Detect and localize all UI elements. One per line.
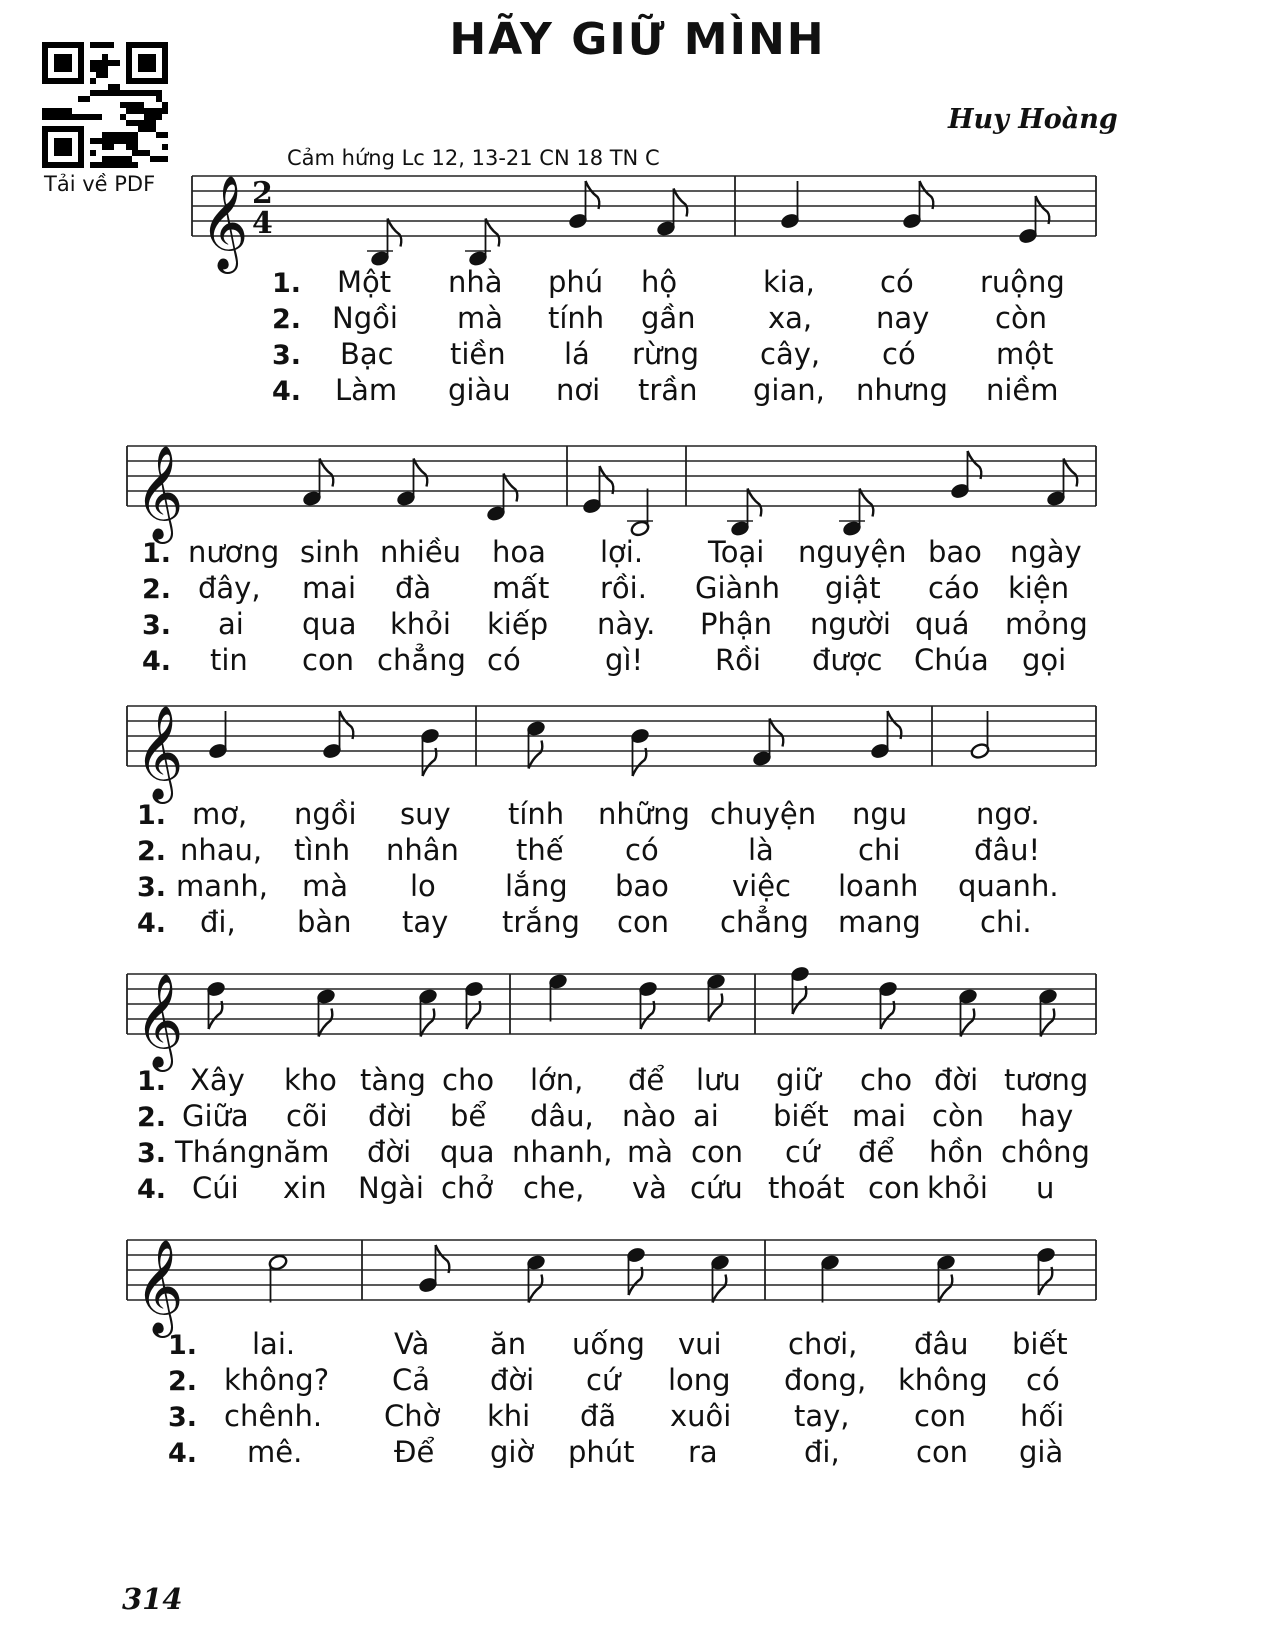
lyric-word: nhà — [448, 265, 503, 299]
lyric-word: nhiều — [380, 535, 462, 569]
lyric-word: Giữa — [182, 1099, 249, 1133]
lyric-word: chi — [858, 833, 901, 867]
lyric-word: Giành — [695, 571, 781, 605]
lyric-word: nay — [876, 301, 930, 335]
lyric-word: Cả — [392, 1363, 431, 1397]
lyric-word: nương — [188, 535, 280, 569]
treble-clef-icon: 𝄞 — [135, 705, 184, 800]
lyric-word: có — [1026, 1363, 1060, 1397]
lyric-word: Và — [394, 1327, 430, 1361]
lyric-word: lá — [564, 337, 590, 371]
lyric-word: Cúi — [192, 1171, 239, 1205]
qr-code-icon[interactable] — [42, 42, 168, 168]
lyric-word: Tháng — [175, 1135, 266, 1169]
lyric-word: mà — [302, 869, 349, 903]
lyric-word: nơi — [556, 373, 601, 407]
treble-clef-icon: 𝄞 — [200, 175, 249, 270]
lyric-word: quanh. — [958, 869, 1059, 903]
lyric-word: có — [487, 643, 521, 677]
lyric-word: này. — [597, 607, 656, 641]
note — [820, 1254, 840, 1303]
lyric-word: ruộng — [980, 265, 1065, 299]
lyric-word: gần — [641, 301, 696, 335]
lyric-word: lai. — [252, 1327, 296, 1361]
lyric-word: được — [812, 643, 883, 677]
note — [727, 489, 761, 538]
lyric-word: giàu — [448, 373, 511, 407]
lyric-word: cáo — [928, 571, 980, 605]
lyric-word: con — [302, 643, 355, 677]
lyric-word: hay — [1020, 1099, 1074, 1133]
verse-number: 2. — [137, 1102, 167, 1133]
lyric-word: tiền — [450, 337, 506, 371]
staff-system-4 — [0, 964, 1275, 1074]
note — [627, 489, 653, 538]
lyric-word: tay, — [794, 1399, 850, 1433]
lyric-word: một — [996, 337, 1054, 371]
lyric-word: cõi — [286, 1099, 328, 1133]
treble-clef-icon: 𝄞 — [135, 973, 184, 1068]
lyric-word: Chờ — [384, 1399, 441, 1433]
lyric-word: kiện — [1008, 571, 1070, 605]
lyric-word: dâu, — [530, 1099, 594, 1133]
lyric-word: khỏi — [390, 607, 451, 641]
composer-name: Huy Hoàng — [948, 104, 1118, 135]
note — [752, 719, 783, 768]
verse-number: 2. — [272, 304, 302, 335]
lyric-word: đời — [368, 1099, 413, 1133]
verse-number: 4. — [142, 646, 172, 677]
lyric-word: tay — [402, 905, 449, 939]
lyric-word: niềm — [986, 373, 1059, 407]
lyric-word: ăn — [490, 1327, 527, 1361]
note — [526, 1254, 546, 1303]
lyric-word: ra — [688, 1435, 718, 1469]
lyric-word: giữ — [776, 1063, 821, 1097]
verse-number: 1. — [272, 268, 302, 299]
lyric-word: Một — [337, 265, 392, 299]
lyric-word: Ngài — [358, 1171, 424, 1205]
lyric-word: che, — [523, 1171, 585, 1205]
lyric-word: không? — [224, 1363, 330, 1397]
lyric-word: u — [1036, 1171, 1055, 1205]
verse-number: 4. — [272, 376, 302, 407]
lyric-word: nhân — [386, 833, 459, 867]
lyric-word: hối — [1020, 1399, 1065, 1433]
lyric-word: không — [898, 1363, 988, 1397]
lyric-word: Phận — [700, 607, 773, 641]
lyric-word: phút — [568, 1435, 635, 1469]
note — [486, 474, 517, 523]
lyric-word: lợi. — [600, 535, 644, 569]
lyric-word: đâu — [914, 1327, 969, 1361]
note — [958, 988, 978, 1037]
lyric-word: người — [810, 607, 891, 641]
time-signature-top: 2 — [252, 176, 273, 211]
lyric-word: ngơ. — [976, 797, 1040, 831]
lyric-word: con — [691, 1135, 744, 1169]
lyric-word: chơi, — [788, 1327, 858, 1361]
time-signature-bottom: 4 — [252, 206, 273, 241]
lyric-word: mà — [457, 301, 504, 335]
lyric-word: năm — [265, 1135, 330, 1169]
lyric-word: cứ — [586, 1363, 621, 1397]
note — [465, 219, 499, 268]
lyric-word: việc — [732, 869, 792, 903]
note — [936, 1254, 956, 1303]
lyric-word: để — [628, 1063, 665, 1097]
lyric-word: Xây — [190, 1063, 245, 1097]
lyric-word: tin — [210, 643, 248, 677]
lyric-word: trắng — [502, 905, 580, 939]
lyric-word: mai — [302, 571, 357, 605]
note — [1038, 988, 1058, 1037]
lyric-word: bao — [928, 535, 982, 569]
inspiration-note: Cảm hứng Lc 12, 13-21 CN 18 TN C — [287, 146, 660, 170]
lyric-word: hộ — [641, 265, 678, 299]
lyric-word: con — [916, 1435, 969, 1469]
lyric-word: khỏi — [927, 1171, 988, 1205]
lyric-word: mai — [852, 1099, 907, 1133]
lyric-word: Rồi — [715, 643, 761, 677]
lyric-word: kiếp — [487, 607, 549, 641]
lyric-word: hoa — [492, 535, 546, 569]
note — [268, 1254, 288, 1303]
lyric-word: tàng — [360, 1063, 426, 1097]
note — [396, 459, 427, 508]
lyric-word: lo — [410, 869, 436, 903]
lyric-word: vui — [678, 1327, 722, 1361]
lyric-word: mỏng — [1005, 607, 1088, 641]
lyric-word: qua — [302, 607, 357, 641]
lyric-word: trần — [638, 373, 698, 407]
verse-number: 4. — [137, 908, 167, 939]
download-pdf-link[interactable]: Tải về PDF — [44, 172, 156, 196]
lyric-word: giật — [825, 571, 881, 605]
lyric-word: đời — [367, 1135, 412, 1169]
lyric-word: ngày — [1010, 535, 1082, 569]
staff-system-3 — [0, 696, 1275, 806]
lyric-word: bàn — [297, 905, 352, 939]
verse-number: 2. — [142, 574, 172, 605]
lyric-word: đời — [490, 1363, 535, 1397]
lyric-word: chẳng — [377, 643, 466, 677]
lyric-word: đà — [395, 571, 432, 605]
note — [548, 973, 568, 1022]
lyric-word: mà — [627, 1135, 674, 1169]
lyric-word: có — [882, 337, 916, 371]
lyric-word: tính — [548, 301, 605, 335]
lyric-word: là — [748, 833, 774, 867]
note — [367, 219, 401, 268]
lyric-word: xuôi — [670, 1399, 732, 1433]
verse-number: 1. — [142, 538, 172, 569]
lyric-word: Chúa — [914, 643, 989, 677]
lyric-word: thoát — [768, 1171, 845, 1205]
lyric-word: chuyện — [710, 797, 817, 831]
note — [710, 1254, 730, 1303]
lyric-word: những — [598, 797, 690, 831]
lyric-word: biết — [773, 1099, 829, 1133]
lyric-word: Bạc — [340, 337, 394, 371]
lyric-word: có — [880, 265, 914, 299]
lyric-word: mê. — [247, 1435, 303, 1469]
lyric-word: thế — [516, 833, 564, 867]
lyric-word: lưu — [696, 1063, 741, 1097]
lyric-word: lắng — [505, 869, 568, 903]
lyric-word: lớn, — [530, 1063, 584, 1097]
verse-number: 4. — [137, 1174, 167, 1205]
lyric-word: chi. — [980, 905, 1032, 939]
verse-number: 2. — [137, 836, 167, 867]
lyric-word: khi — [487, 1399, 531, 1433]
lyric-word: mang — [838, 905, 921, 939]
verse-number: 3. — [137, 872, 167, 903]
lyric-word: đã — [580, 1399, 617, 1433]
verse-number: 3. — [272, 340, 302, 371]
note — [839, 489, 873, 538]
lyric-word: uống — [572, 1327, 645, 1361]
lyric-word: xa, — [768, 301, 813, 335]
lyric-word: giờ — [490, 1435, 535, 1469]
staff-system-2 — [0, 436, 1275, 546]
lyric-word: phú — [548, 265, 604, 299]
note — [302, 459, 333, 508]
treble-clef-icon: 𝄞 — [135, 445, 184, 540]
lyric-word: đi, — [200, 905, 236, 939]
lyric-word: chở — [441, 1171, 494, 1205]
lyric-word: tình — [294, 833, 351, 867]
note — [1046, 459, 1077, 508]
lyric-word: Ngồi — [332, 301, 398, 335]
staff-system-5 — [0, 1230, 1275, 1340]
lyric-word: ngồi — [294, 797, 357, 831]
note — [316, 988, 336, 1037]
lyric-word: còn — [995, 301, 1048, 335]
note — [656, 189, 687, 238]
lyric-word: chẳng — [720, 905, 809, 939]
verse-number: 3. — [168, 1402, 198, 1433]
lyric-word: có — [625, 833, 659, 867]
note — [706, 973, 726, 1022]
lyric-word: nào — [622, 1099, 676, 1133]
lyric-word: đây, — [198, 571, 261, 605]
lyric-word: loanh — [838, 869, 919, 903]
lyric-word: rừng — [632, 337, 700, 371]
lyric-word: Để — [394, 1435, 435, 1469]
lyric-word: hồn — [929, 1135, 984, 1169]
lyric-word: nhanh, — [512, 1135, 613, 1169]
lyric-word: nguyện — [798, 535, 907, 569]
lyric-word: cứu — [690, 1171, 743, 1205]
lyric-word: qua — [440, 1135, 495, 1169]
lyric-word: Toại — [708, 535, 765, 569]
lyric-word: đâu! — [974, 833, 1041, 867]
lyric-word: nhau, — [180, 833, 263, 867]
lyric-word: già — [1019, 1435, 1064, 1469]
note — [526, 720, 546, 769]
lyric-word: ngu — [852, 797, 908, 831]
verse-number: 1. — [137, 1066, 167, 1097]
lyric-word: long — [668, 1363, 731, 1397]
lyric-word: đong, — [784, 1363, 867, 1397]
lyric-word: ai — [218, 607, 244, 641]
lyric-word: cứ — [785, 1135, 820, 1169]
song-title: HÃY GIỮ MÌNH — [449, 14, 826, 65]
lyric-word: bể — [450, 1099, 487, 1133]
lyric-word: tương — [1004, 1063, 1089, 1097]
lyric-word: biết — [1012, 1327, 1068, 1361]
lyric-word: đi, — [804, 1435, 840, 1469]
lyric-word: ai — [693, 1099, 719, 1133]
lyric-word: xin — [283, 1171, 327, 1205]
verse-number: 1. — [168, 1330, 198, 1361]
lyric-word: suy — [400, 797, 451, 831]
lyric-word: nhưng — [856, 373, 948, 407]
lyric-word: còn — [932, 1099, 985, 1133]
lyric-word: con — [868, 1171, 921, 1205]
lyric-word: cho — [442, 1063, 495, 1097]
treble-clef-icon: 𝄞 — [135, 1239, 184, 1334]
lyric-word: gian, — [753, 373, 825, 407]
lyric-word: và — [632, 1171, 667, 1205]
verse-number: 4. — [168, 1438, 198, 1469]
lyric-word: cây, — [760, 337, 821, 371]
lyric-word: kia, — [763, 265, 815, 299]
lyric-word: Làm — [335, 373, 398, 407]
staff-system-1 — [0, 166, 1275, 276]
lyric-word: chênh. — [224, 1399, 323, 1433]
lyric-word: rồi. — [600, 571, 647, 605]
verse-number: 2. — [168, 1366, 198, 1397]
lyric-word: đời — [934, 1063, 979, 1097]
verse-number: 3. — [137, 1138, 167, 1169]
lyric-word: bao — [615, 869, 669, 903]
lyric-word: tính — [508, 797, 565, 831]
lyric-word: kho — [284, 1063, 337, 1097]
lyric-word: mơ, — [192, 797, 248, 831]
lyric-word: để — [858, 1135, 895, 1169]
lyric-word: gì! — [605, 643, 644, 677]
lyric-word: mất — [492, 571, 550, 605]
lyric-word: chông — [1001, 1135, 1090, 1169]
note — [418, 988, 438, 1037]
verse-number: 3. — [142, 610, 172, 641]
page-number: 314 — [122, 1582, 183, 1616]
lyric-word: con — [617, 905, 670, 939]
lyric-word: manh, — [176, 869, 268, 903]
lyric-word: con — [914, 1399, 967, 1433]
lyric-word: sinh — [300, 535, 360, 569]
lyric-word: quá — [915, 607, 970, 641]
verse-number: 1. — [137, 800, 167, 831]
lyric-word: cho — [860, 1063, 913, 1097]
lyric-word: gọi — [1022, 643, 1067, 677]
